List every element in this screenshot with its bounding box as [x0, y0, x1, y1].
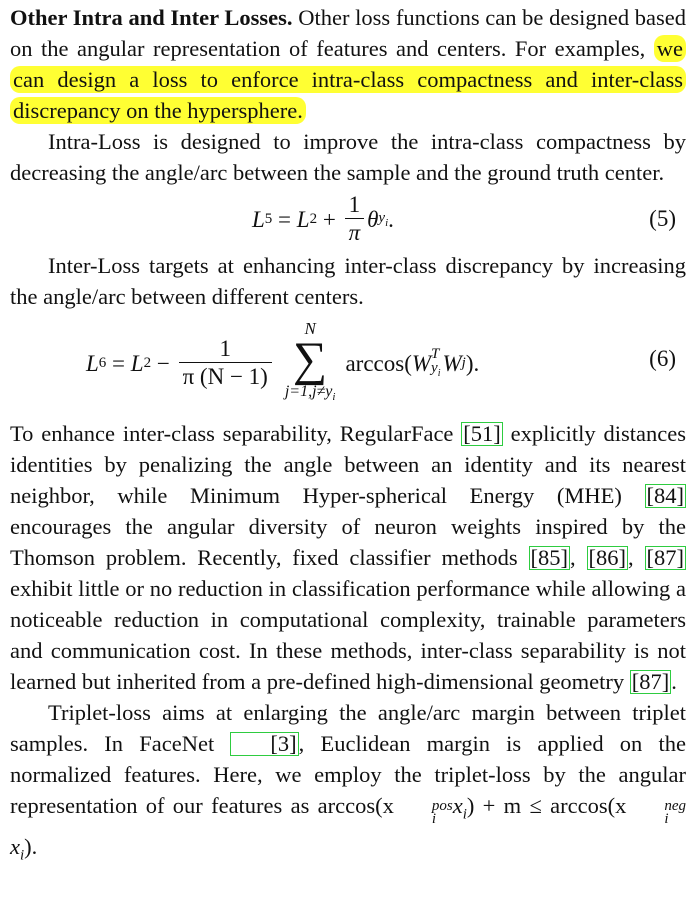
- paragraph-intra-loss: Intra-Loss is designed to improve the intra-class compactness by decreasing the angle/arc between the sample and the ground truth center.: [10, 129, 686, 185]
- equation-number: (6): [649, 346, 676, 371]
- inline-formula: arccos(x neg i $x_i$).: [10, 793, 686, 863]
- paragraph-intra-inter: [10, 2, 686, 126]
- citation-87[interactable]: [87]: [646, 545, 685, 570]
- citation-51[interactable]: [51]: [463, 421, 501, 446]
- paragraph-separability: To enhance inter-class separability, RegularFace [51] explicitly distances identities by penalizing the angle between an identity and its nearest neighbor, while Minimum Hyper-spherical Energy (MHE) [84] encourages the angular diversity of neuron weights inspired by the Thomson problem. Recently, fixed classifier methods [85], [86], [87] exhibit little or no reduction in classification performance while allowing a noticeable reduction in computational complexity, trainable parameters and communication cost. In these methods, inter-class separability is not learned but inherited from a pre-defined high-dimensional geometry [87].: [10, 421, 686, 694]
- fraction: $\frac{1}{\pi}$: [345, 192, 365, 247]
- paragraph-triplet-loss: Triplet-loss aims at enlarging the angle/arc margin between triplet samples. In FaceNet [3], Euclidean margin is applied on the normalized features. Here, we employ the triplet-loss by the angular representation of our features as arccos(x pos i $x_i) + m \le \arccos(x$ neg i $x_i$).: [10, 700, 686, 863]
- citation-86[interactable]: [86]: [588, 545, 627, 570]
- equation-6: L 6 = L 2 − $\frac{1}{\pi (N - 1)}$ N ∑ $j=1,j\ne y_i$ arccos( W T $y_i$ W j ). (6): [10, 312, 686, 418]
- summation: N ∑ $j=1,j\ne y_i$: [284, 319, 336, 404]
- equation-number: (5): [649, 206, 676, 231]
- citation-85[interactable]: [85]: [530, 545, 569, 570]
- runin-heading: Other Intra and Inter Losses.: [10, 5, 293, 30]
- equation-5: L 5 = L 2 + $\frac{1}{\pi}$ θ $y_i$ . (5): [252, 192, 676, 245]
- fraction: $\frac{1}{\pi (N - 1)}$: [179, 336, 272, 391]
- paragraph-text: Other loss functions can be designed based on the angular representation of features and centers. For examples,: [10, 5, 686, 61]
- citation-3[interactable]: [3]: [230, 732, 298, 756]
- highlighted-text[interactable]: we can design a loss to enforce intra-class compactness and inter-class discrepancy on the hypersphere.: [10, 35, 686, 124]
- inline-formula: arccos(x pos i $x_i) + m$ ≤: [317, 793, 551, 827]
- citation-87[interactable]: [87]: [631, 669, 670, 694]
- citation-84[interactable]: [84]: [646, 483, 684, 508]
- paragraph-inter-loss: Inter-Loss targets at enhancing inter-class discrepancy by increasing the angle/arc between different centers.: [10, 253, 686, 309]
